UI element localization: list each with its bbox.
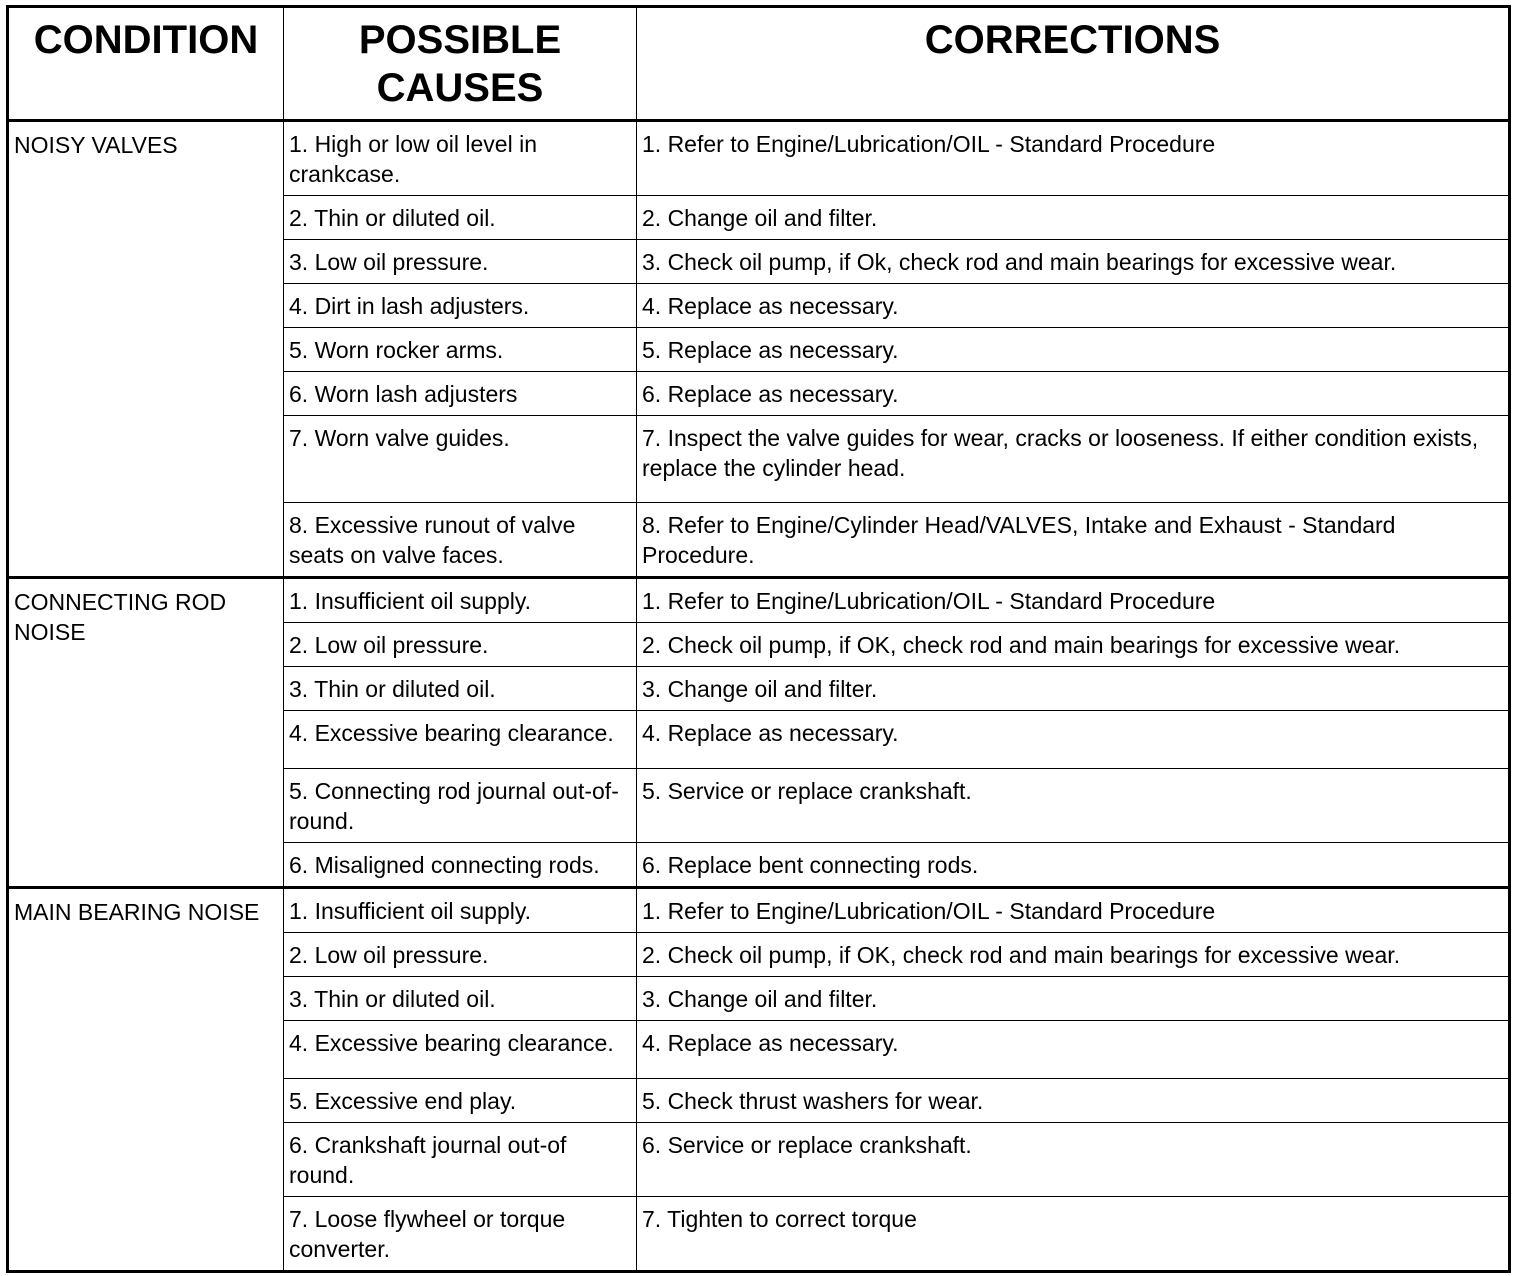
condition-noisy-valves: NOISY VALVES [8, 121, 284, 578]
correction-cell: 1. Refer to Engine/Lubrication/OIL - Standard Procedure [637, 578, 1510, 623]
table-row [8, 888, 1510, 933]
cause-cell: 4. Dirt in lash adjusters. [284, 284, 637, 328]
cause-cell: 4. Excessive bearing clearance. [284, 711, 637, 769]
correction-cell: 2. Check oil pump, if OK, check rod and main bearings for excessive wear. [637, 933, 1510, 977]
correction-cell: 4. Replace as necessary. [637, 284, 1510, 328]
header-possible-causes: POSSIBLE CAUSES [284, 7, 637, 121]
correction-cell: 5. Check thrust washers for wear. [637, 1079, 1510, 1123]
correction-cell: 6. Service or replace crankshaft. [637, 1123, 1510, 1197]
cause-cell: 8. Excessive runout of valve seats on valve faces. [284, 503, 637, 578]
correction-cell: 5. Replace as necessary. [637, 328, 1510, 372]
table-row [8, 578, 1510, 623]
correction-cell: 5. Service or replace crankshaft. [637, 769, 1510, 843]
cause-cell: 7. Worn valve guides. [284, 416, 637, 503]
cause-cell: 5. Excessive end play. [284, 1079, 637, 1123]
cause-cell: 7. Loose flywheel or torque converter. [284, 1197, 637, 1272]
correction-cell: 8. Refer to Engine/Cylinder Head/VALVES, Intake and Exhaust - Standard Procedure. [637, 503, 1510, 578]
correction-cell: 6. Replace as necessary. [637, 372, 1510, 416]
cause-cell: 4. Excessive bearing clearance. [284, 1021, 637, 1079]
header-row [8, 7, 1510, 121]
header-condition: CONDITION [8, 7, 284, 121]
table-row [8, 121, 1510, 196]
cause-cell: 6. Misaligned connecting rods. [284, 843, 637, 888]
cause-cell: 6. Worn lash adjusters [284, 372, 637, 416]
cause-cell: 1. Insufficient oil supply. [284, 578, 637, 623]
diagnosis-table [6, 5, 1511, 1273]
correction-cell: 2. Check oil pump, if OK, check rod and main bearings for excessive wear. [637, 623, 1510, 667]
cause-cell: 5. Connecting rod journal out-of-round. [284, 769, 637, 843]
correction-cell: 1. Refer to Engine/Lubrication/OIL - Standard Procedure [637, 121, 1510, 196]
correction-cell: 1. Refer to Engine/Lubrication/OIL - Standard Procedure [637, 888, 1510, 933]
cause-cell: 2. Low oil pressure. [284, 933, 637, 977]
cause-cell: 6. Crankshaft journal out-of round. [284, 1123, 637, 1197]
condition-connecting-rod-noise: CONNECTING ROD NOISE [8, 578, 284, 888]
cause-cell: 3. Low oil pressure. [284, 240, 637, 284]
correction-cell: 3. Check oil pump, if Ok, check rod and main bearings for excessive wear. [637, 240, 1510, 284]
cause-cell: 3. Thin or diluted oil. [284, 977, 637, 1021]
cause-cell: 5. Worn rocker arms. [284, 328, 637, 372]
cause-cell: 1. Insufficient oil supply. [284, 888, 637, 933]
correction-cell: 7. Inspect the valve guides for wear, cracks or looseness. If either condition exists, replace the cylinder head. [637, 416, 1510, 503]
correction-cell: 3. Change oil and filter. [637, 667, 1510, 711]
cause-cell: 1. High or low oil level in crankcase. [284, 121, 637, 196]
cause-cell: 2. Thin or diluted oil. [284, 196, 637, 240]
correction-cell: 7. Tighten to correct torque [637, 1197, 1510, 1272]
correction-cell: 4. Replace as necessary. [637, 711, 1510, 769]
cause-cell: 2. Low oil pressure. [284, 623, 637, 667]
condition-main-bearing-noise: MAIN BEARING NOISE [8, 888, 284, 1272]
correction-cell: 2. Change oil and filter. [637, 196, 1510, 240]
header-corrections: CORRECTIONS [637, 7, 1510, 121]
diagnosis-table-wrapper [6, 5, 1508, 1269]
correction-cell: 3. Change oil and filter. [637, 977, 1510, 1021]
cause-cell: 3. Thin or diluted oil. [284, 667, 637, 711]
correction-cell: 4. Replace as necessary. [637, 1021, 1510, 1079]
correction-cell: 6. Replace bent connecting rods. [637, 843, 1510, 888]
